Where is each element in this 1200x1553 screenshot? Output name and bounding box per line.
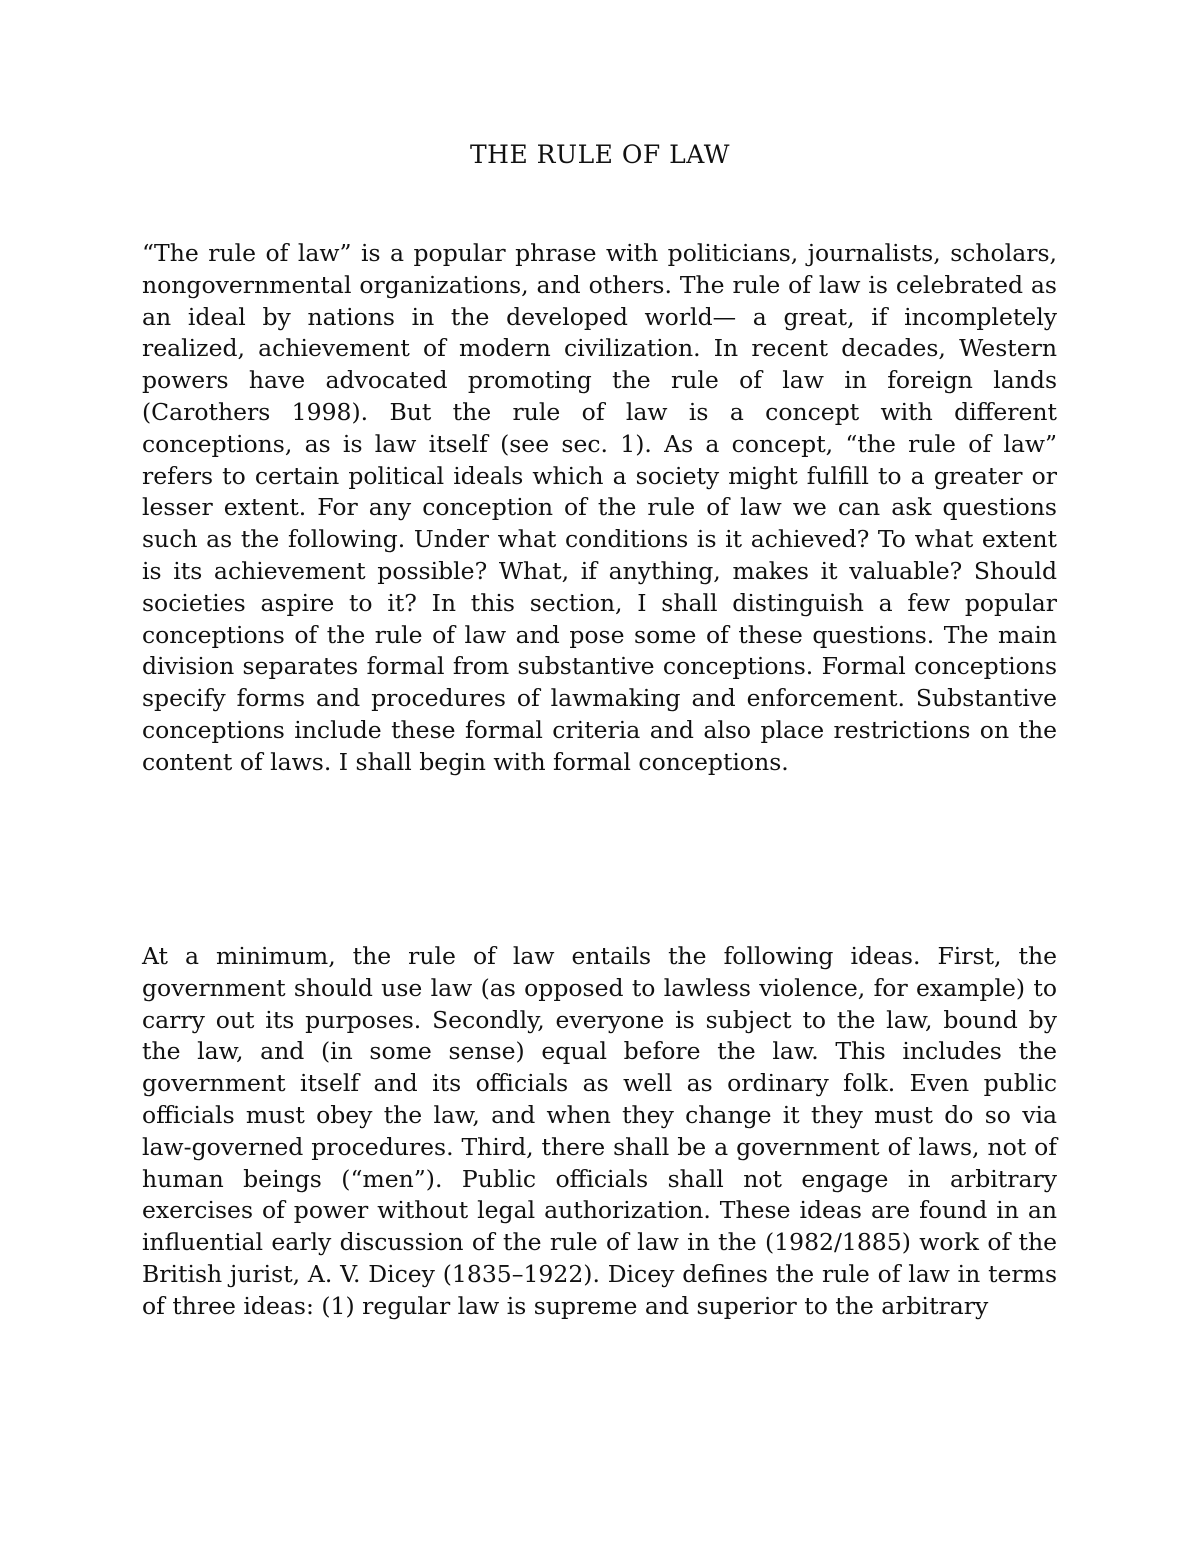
paragraph-1: “The rule of law” is a popular phrase with politicians, journalists, scholars, nongovernmental organizations, and others. The rule of law is celebrated as an ideal by nations in the developed world— a great, if incompletely realized, achievement of modern civilization. In recent decades, Western powers have advocated promoting the rule of law in foreign lands (Carothers 1998). But the rule of law is a concept with different conceptions, as is law itself (see sec. 1). As a concept, “the rule of law” refers to certain political ideals which a society might fulfill to a greater or lesser extent. For any conception of the rule of law we can ask questions such as the following. Under what conditions is it achieved? To what extent is its achievement possible? What, if anything, makes it valuable? Should societies aspire to it? In this section, I shall distinguish a few popular conceptions of the rule of law and pose some of these questions. The main division separates formal from substantive conceptions. Formal conceptions specify forms and procedures of lawmaking and enforcement. Substantive conceptions include these formal criteria and also place restrictions on the content of laws. I shall begin with formal conceptions. — [142, 239, 1057, 776]
paragraph-2: At a minimum, the rule of law entails the following ideas. First, the government should use law (as opposed to lawless violence, for example) to carry out its purposes. Secondly, everyone is subject to the law, bound by the law, and (in some sense) equal before the law. This includes the government itself and its officials as well as ordinary folk. Even public officials must obey the law, and when they change it they must do so via law-governed procedures. Third, there shall be a government of laws, not of human beings (“men”). Public officials shall not engage in arbitrary exercises of power without legal authorization. These ideas are found in an influential early discussion of the rule of law in the (1982/1885) work of the British jurist, A. V. Dicey (1835–1922). Dicey defines the rule of law in terms of three ideas: (1) regular law is supreme and superior to the arbitrary — [142, 942, 1057, 1320]
document-title: THE RULE OF LAW — [470, 140, 730, 169]
